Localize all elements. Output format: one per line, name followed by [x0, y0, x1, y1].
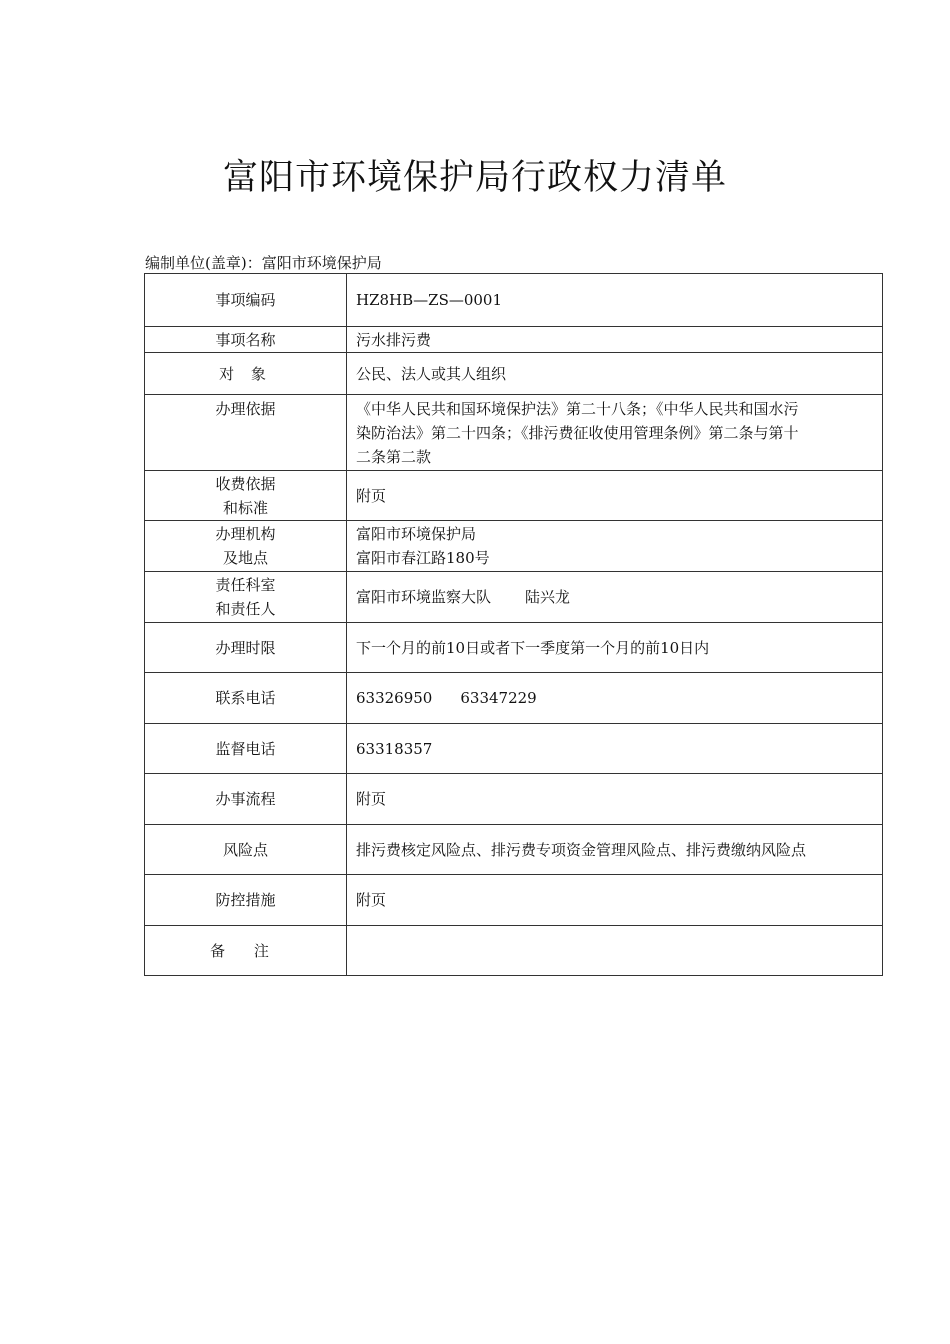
- fee-label-line-2: 和标准: [222, 498, 268, 517]
- responsible-label-line-2: 和责任人: [215, 600, 276, 618]
- value-basis: [347, 395, 883, 471]
- compiling-unit-label: 编制单位(盖章)：: [145, 254, 262, 272]
- label-control: 防控措施: [145, 875, 347, 926]
- fee-label-line-1: 收费依据: [215, 474, 276, 493]
- label-contact: 联系电话: [145, 673, 347, 724]
- label-remark: 备 注: [145, 926, 347, 976]
- value-responsible: [347, 572, 883, 623]
- label-process: 办事流程: [145, 774, 347, 825]
- value-control: 附页: [347, 875, 883, 926]
- table-row-control: [145, 875, 883, 926]
- label-responsible: [145, 572, 347, 623]
- value-name: 污水排污费: [347, 327, 883, 353]
- agency-value-line-1: 富阳市环境保护局: [356, 525, 477, 543]
- table-row-name: [145, 327, 883, 353]
- value-supervise: 63318357: [347, 724, 883, 774]
- label-supervise: 监督电话: [145, 724, 347, 774]
- table-row-remark: [145, 926, 883, 976]
- label-risk: 风险点: [145, 825, 347, 875]
- compiling-unit-name: 富阳市环境保护局: [261, 254, 382, 272]
- agency-label-line-1: 办理机构: [215, 525, 276, 543]
- table-row-process: [145, 774, 883, 825]
- value-contact: [347, 673, 883, 724]
- label-basis: 办理依据: [145, 395, 347, 471]
- table-row-basis: [145, 395, 883, 471]
- table-row-fee: [145, 471, 883, 521]
- value-process: 附页: [347, 774, 883, 825]
- table-row-target: [145, 353, 883, 395]
- table-row-supervise: [145, 724, 883, 774]
- value-code: HZ8HB—ZS—0001: [347, 274, 883, 327]
- label-name: 事项名称: [145, 327, 347, 353]
- table-row-agency: [145, 521, 883, 572]
- value-remark: [347, 926, 883, 976]
- value-risk: 排污费核定风险点、排污费专项资金管理风险点、排污费缴纳风险点: [347, 825, 883, 875]
- value-target: 公民、法人或其人组织: [347, 353, 883, 395]
- basis-line-1: 《中华人民共和国环境保护法》第二十八条；《中华人民共和国水污: [356, 400, 799, 418]
- compiling-unit-line: [145, 252, 382, 274]
- responsible-person: 陆兴龙: [525, 588, 571, 606]
- table-row-risk: [145, 825, 883, 875]
- label-fee: [145, 471, 347, 521]
- table-row-deadline: [145, 623, 883, 673]
- value-fee: 附页: [347, 471, 883, 521]
- label-deadline: 办理时限: [145, 623, 347, 673]
- contact-phone-1: 63326950: [356, 689, 433, 707]
- agency-value-line-2: 富阳市春江路180号: [356, 549, 490, 567]
- value-deadline: 下一个月的前10日或者下一季度第一个月的前10日内: [347, 623, 883, 673]
- responsible-dept: 富阳市环境监察大队: [356, 588, 492, 606]
- power-list-table: [144, 273, 883, 976]
- label-code: 事项编码: [145, 274, 347, 327]
- table-row-responsible: [145, 572, 883, 623]
- table-row-code: [145, 274, 883, 327]
- label-agency: [145, 521, 347, 572]
- basis-line-2: 染防治法》第二十四条；《排污费征收使用管理条例》第二条与第十: [356, 424, 799, 442]
- basis-line-3: 二条第二款: [356, 448, 432, 466]
- document-title: 富阳市环境保护局行政权力清单: [222, 158, 727, 198]
- label-target: 对 象: [145, 353, 347, 395]
- value-agency: [347, 521, 883, 572]
- responsible-label-line-1: 责任科室: [215, 576, 276, 594]
- contact-phone-2: 63347229: [460, 689, 537, 707]
- agency-label-line-2: 及地点: [222, 549, 268, 567]
- table-row-contact: [145, 673, 883, 724]
